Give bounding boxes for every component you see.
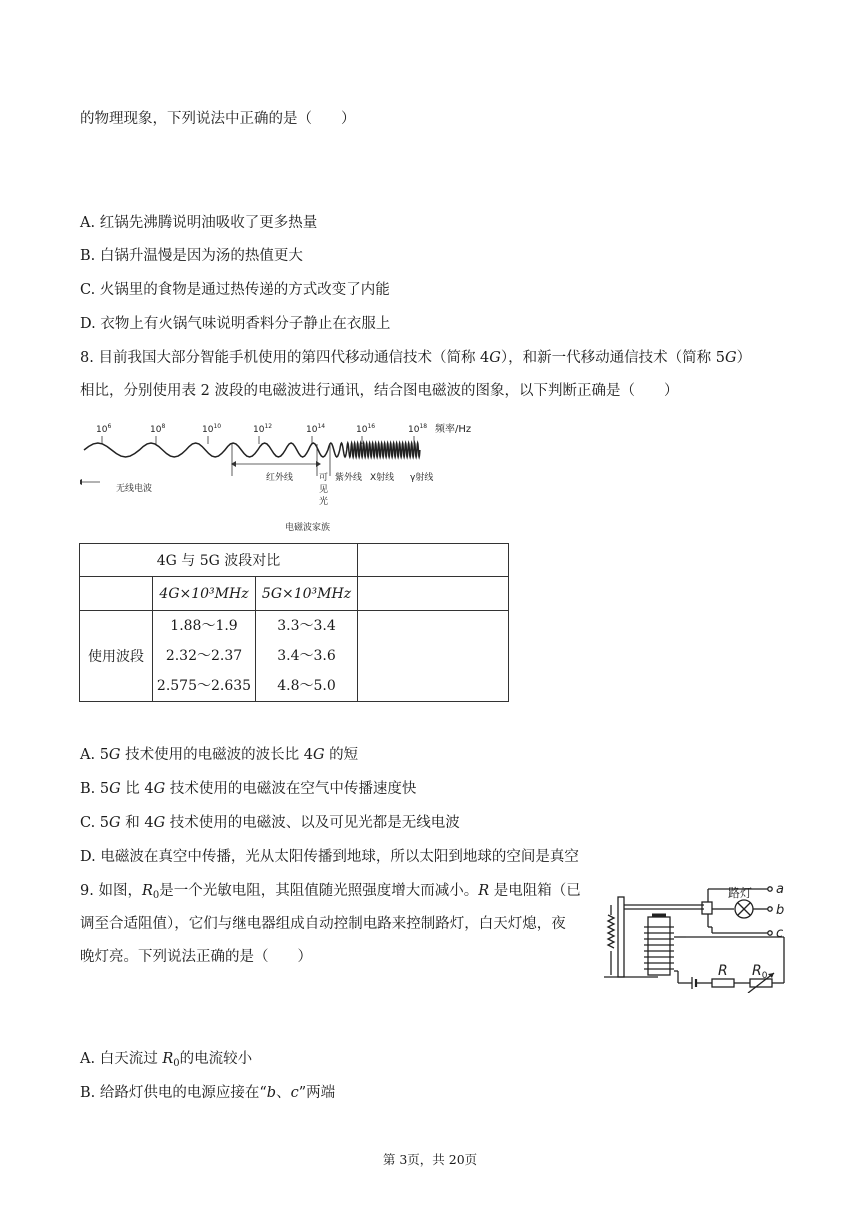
q7-option-d: D. 衣物上有火锅气味说明香料分子静止在衣服上 xyxy=(80,316,391,332)
terminal-b: b xyxy=(776,903,785,918)
table-empty-cell xyxy=(80,577,153,611)
xray-label: X射线 xyxy=(370,473,395,483)
band-comparison-table xyxy=(79,543,509,702)
radio-wave-label: 无线电波 xyxy=(116,484,153,494)
q7-option-c: C. 火锅里的食物是通过热传递的方式改变了内能 xyxy=(80,282,390,298)
table-cell: 2.575～2.635 xyxy=(156,678,252,694)
table-header-4g: 4G×10³MHz xyxy=(153,577,256,611)
table-4g-values xyxy=(153,611,256,702)
freq-tick-10: $10^{10}$ xyxy=(202,423,222,435)
freq-tick-12: $10^{12}$ xyxy=(253,423,273,435)
table-cell: 4.8～5.0 xyxy=(277,678,336,694)
q9-option-b: B. 给路灯供电的电源应接在“b、c”两端 xyxy=(80,1085,336,1101)
em-wave xyxy=(84,443,420,457)
resistor-r-label: R xyxy=(718,963,728,979)
q7-stem-tail: 的物理现象，下列说法中正确的是（ ） xyxy=(80,111,356,127)
freq-tick-16: $10^{16}$ xyxy=(356,423,376,435)
visible-label-2: 见 xyxy=(319,485,329,495)
uv-label: 紫外线 xyxy=(335,473,363,483)
q8-stem-line1: 8. 目前我国大部分智能手机使用的第四代移动通信技术（简称 4G），和新一代移动通信技术（简称 5G） xyxy=(80,350,752,366)
table-cell: 1.88～1.9 xyxy=(170,618,238,634)
em-spectrum-figure xyxy=(80,414,500,536)
table-cell: 2.32～2.37 xyxy=(165,648,243,664)
visible-label-1: 可 xyxy=(319,473,329,483)
q8-option-c: C. 5G 和 4G 技术使用的电磁波、以及可见光都是无线电波 xyxy=(80,815,460,831)
table-empty-cell xyxy=(358,577,509,611)
q7-option-b: B. 白锅升温慢是因为汤的热值更大 xyxy=(80,248,303,264)
page-footer: 第 3页，共 20页 xyxy=(382,1152,478,1167)
table-row-label: 使用波段 xyxy=(80,611,153,702)
q9-option-a: A. 白天流过 $R_0$的电流较小 xyxy=(80,1051,253,1069)
table-cell: 3.4～3.6 xyxy=(277,648,336,664)
freq-axis-label: 频率/Hz xyxy=(435,424,472,435)
q8-option-a: A. 5G 技术使用的电磁波的波长比 4G 的短 xyxy=(80,747,359,763)
freq-tick-14: $10^{14}$ xyxy=(306,423,326,435)
relay-circuit-figure xyxy=(598,875,798,993)
q8-stem-line2: 相比，分别使用表 2 波段的电磁波进行通讯，结合图电磁波的图象，以下判断正确是（ ） xyxy=(80,383,679,399)
freq-tick-8: $10^8$ xyxy=(150,423,166,435)
freq-tick-18: $10^{18}$ xyxy=(408,423,428,435)
spectrum-caption: 电磁波家族 xyxy=(285,523,331,533)
table-header-5g: 5G×10³MHz xyxy=(256,577,358,611)
q7-option-a: A. 红锅先沸腾说明油吸收了更多热量 xyxy=(80,215,318,231)
terminal-c: c xyxy=(776,926,784,941)
table-cell: 3.3～3.4 xyxy=(277,618,336,634)
lamp-label: 路灯 xyxy=(728,886,753,900)
terminal-a: a xyxy=(776,882,784,897)
q8-option-b: B. 5G 比 4G 技术使用的电磁波在空气中传播速度快 xyxy=(80,781,417,797)
q9-stem-line1: 9. 如图，$R_0$是一个光敏电阻，其阻值随光照强度增大而减小。R 是电阻箱（已 xyxy=(80,883,581,901)
table-empty-cell xyxy=(358,544,509,577)
q9-stem-line2: 调至合适阻值），它们与继电器组成自动控制电路来控制路灯，白天灯熄，夜 xyxy=(80,916,566,932)
infrared-label: 红外线 xyxy=(266,473,294,483)
visible-label-3: 光 xyxy=(319,497,329,507)
q8-option-d: D. 电磁波在真空中传播，光从太阳传播到地球，所以太阳到地球的空间是真空 xyxy=(80,849,579,865)
q9-stem-line3: 晚灯亮。下列说法正确的是（ ） xyxy=(80,949,312,965)
freq-tick-6: $10^6$ xyxy=(96,423,112,435)
gamma-label: γ射线 xyxy=(410,473,434,483)
table-title: 4G 与 5G 波段对比 xyxy=(80,544,358,577)
photoresistor-r0-label: $R_0$ xyxy=(752,963,768,981)
table-empty-cell xyxy=(358,611,509,702)
table-5g-values xyxy=(256,611,358,702)
